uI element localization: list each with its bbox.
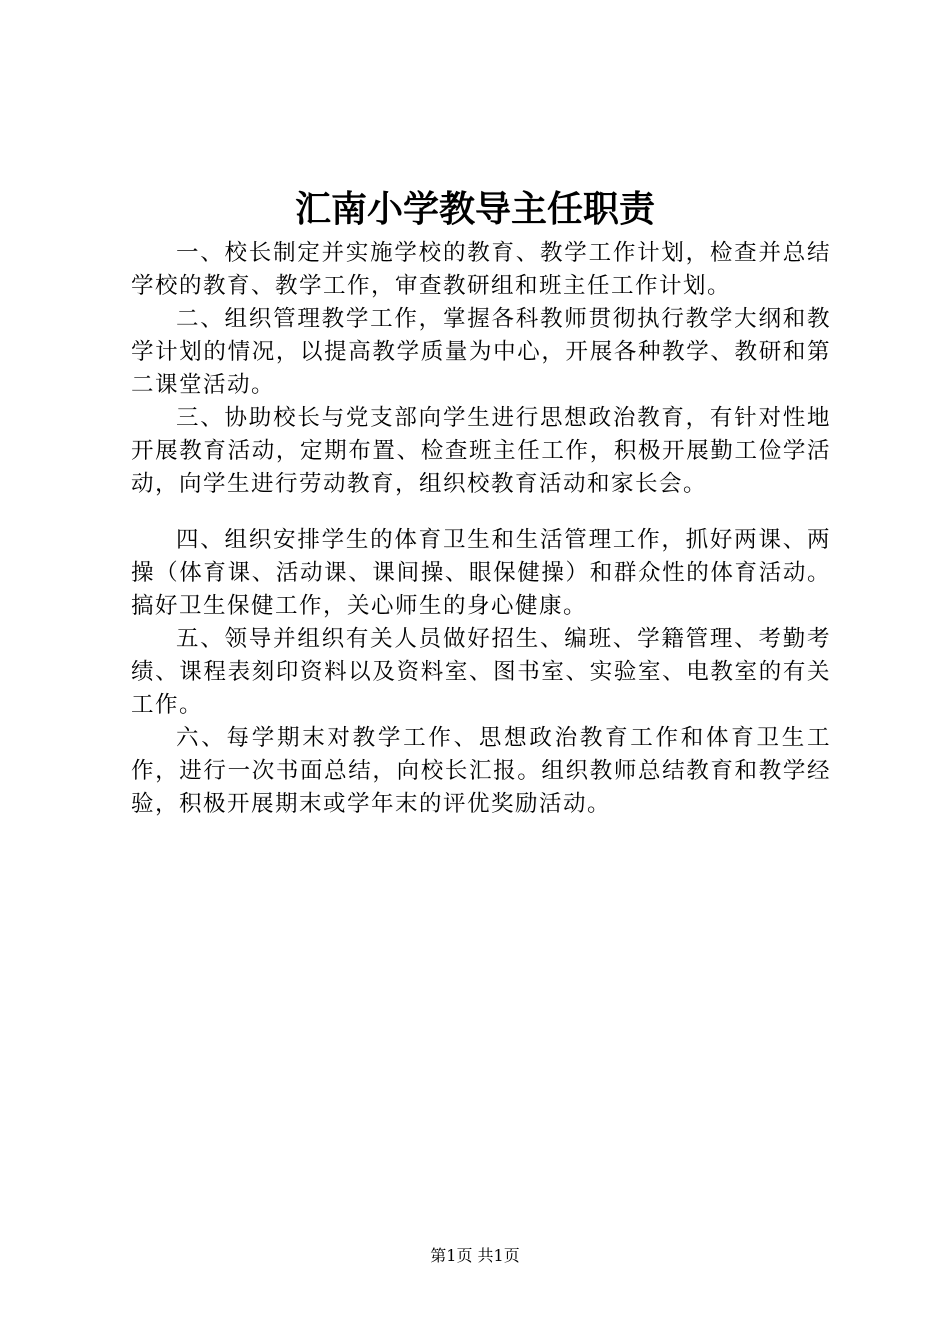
page-footer: 第1页 共1页	[430, 1246, 520, 1265]
document-body	[131, 237, 831, 821]
paragraph-2: 二、组织管理教学工作，掌握各科教师贯彻执行教学大纲和教学计划的情况，以提高教学质量为中心，开展各种教学、教研和第二课堂活动。	[131, 306, 831, 398]
paragraph-3: 三、协助校长与党支部向学生进行思想政治教育，有针对性地开展教育活动，定期布置、检查班主任工作，积极开展勤工俭学活动，向学生进行劳动教育，组织校教育活动和家长会。	[131, 405, 831, 497]
paragraph-5: 五、领导并组织有关人员做好招生、编班、学籍管理、考勤考绩、课程表刻印资料以及资料室、图书室、实验室、电教室的有关工作。	[131, 626, 831, 718]
paragraph-6: 六、每学期末对教学工作、思想政治教育工作和体育卫生工作，进行一次书面总结，向校长汇报。组织教师总结教育和教学经验，积极开展期末或学年末的评优奖励活动。	[131, 725, 831, 817]
document-title: 汇南小学教导主任职责	[294, 188, 655, 230]
paragraph-4: 四、组织安排学生的体育卫生和生活管理工作，抓好两课、两操（体育课、活动课、课间操、眼保健操）和群众性的体育活动。搞好卫生保健工作，关心师生的身心健康。	[131, 527, 831, 619]
paragraph-1: 一、校长制定并实施学校的教育、教学工作计划，检查并总结学校的教育、教学工作，审查教研组和班主任工作计划。	[131, 240, 831, 299]
